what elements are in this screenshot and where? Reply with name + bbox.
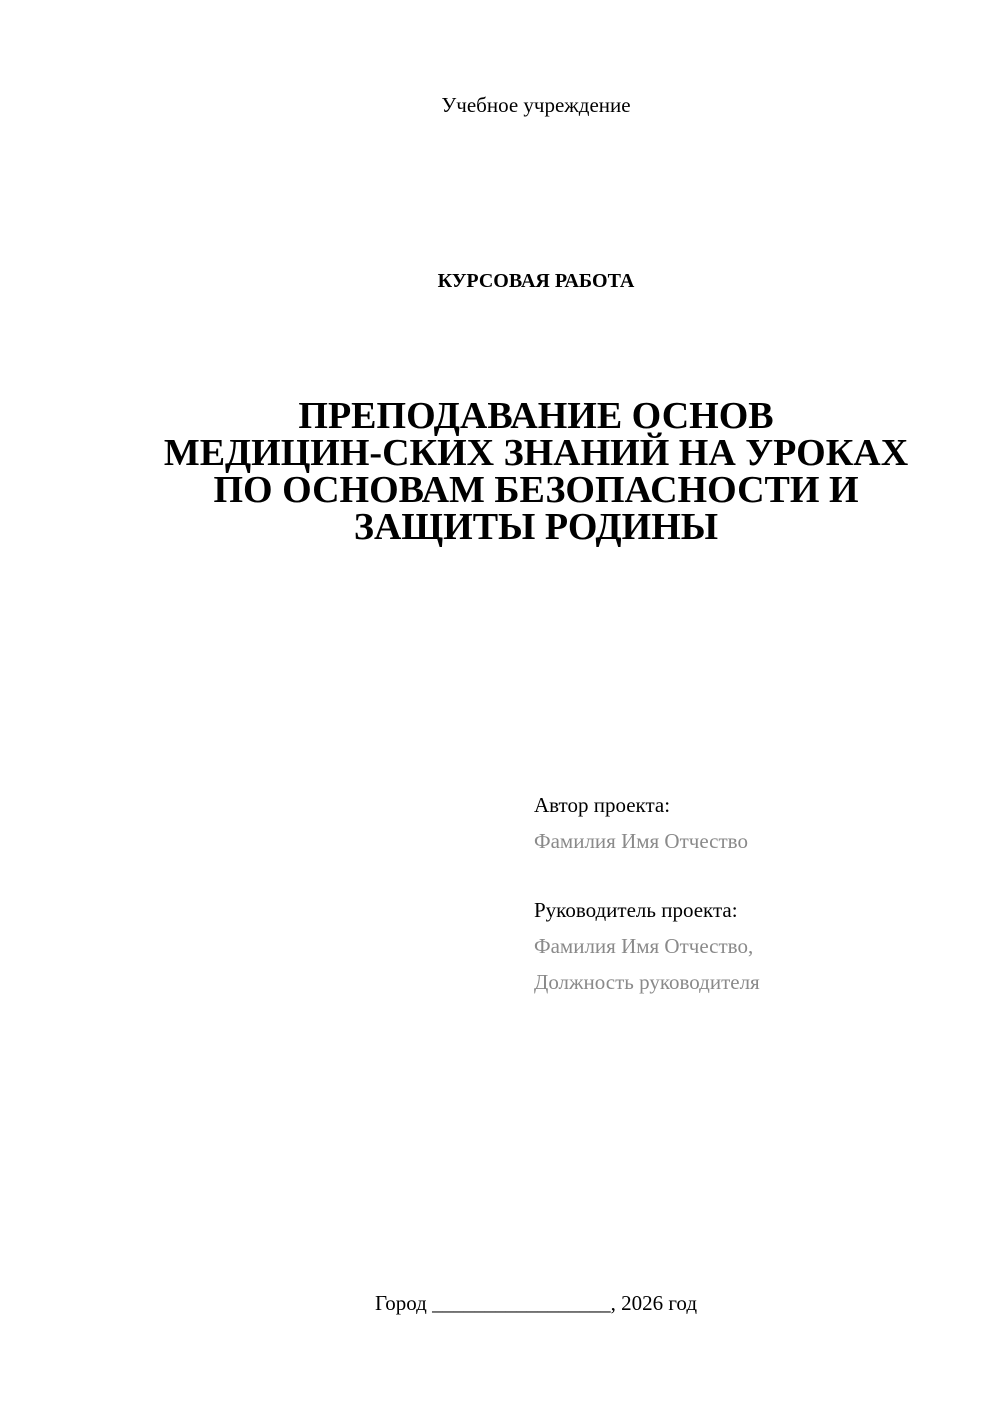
author-name-placeholder: Фамилия Имя Отчество xyxy=(534,829,748,853)
title-line: ЗАЩИТЫ РОДИНЫ xyxy=(353,506,719,548)
city-year-footer: Город _________________, 2026 год xyxy=(374,1291,698,1315)
title-line: ПО ОСНОВАМ БЕЗОПАСНОСТИ И xyxy=(213,469,859,511)
supervisor-label: Руководитель проекта: xyxy=(534,898,738,922)
title-line: ПРЕПОДАВАНИЕ ОСНОВ xyxy=(298,395,774,437)
title-line: МЕДИЦИН-СКИХ ЗНАНИЙ НА УРОКАХ xyxy=(163,432,909,474)
supervisor-position-placeholder: Должность руководителя xyxy=(534,970,760,994)
supervisor-name-placeholder: Фамилия Имя Отчество, xyxy=(534,934,754,958)
author-label: Автор проекта: xyxy=(534,793,671,817)
supervisor-block xyxy=(534,892,974,1000)
work-type-heading: КУРСОВАЯ РАБОТА xyxy=(437,270,635,292)
institution-name: Учебное учреждение xyxy=(441,93,631,117)
document-title xyxy=(100,395,972,548)
author-block xyxy=(534,787,974,859)
